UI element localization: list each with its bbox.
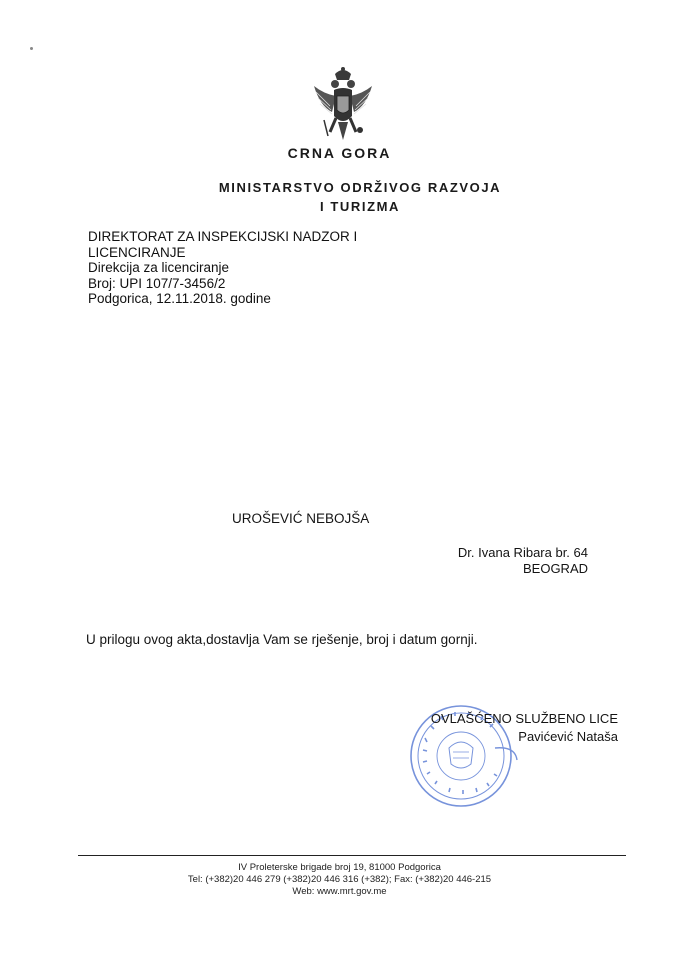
recipient-street: Dr. Ivana Ribara br. 64 (457, 545, 588, 560)
footer (0, 862, 679, 898)
recipient-address (450, 545, 588, 577)
footer-address: IV Proleterske brigade broj 19, 81000 Podgorica (238, 862, 441, 873)
footer-divider (78, 855, 626, 856)
signatory-title: OVLAŠĆENO SLUŽBENO LICE (430, 711, 618, 726)
document-header (88, 229, 357, 307)
ministry-name (190, 178, 530, 216)
signature-block (400, 710, 618, 746)
scan-speck (30, 47, 33, 50)
body-paragraph: U prilogu ovog akta,dostavlja Vam se rješenje, broj i datum gornji. (86, 632, 478, 647)
reference-number: Broj: UPI 107/7-3456/2 (88, 275, 226, 291)
ministry-name-line1: MINISTARSTVO ODRŽIVOG RAZVOJA (218, 180, 502, 195)
directorate-line1: DIREKTORAT ZA INSPEKCIJSKI NADZOR I (88, 229, 358, 244)
directorate-line2: LICENCIRANJE (88, 244, 186, 260)
recipient-name: UROŠEVIĆ NEBOJŠA (232, 511, 370, 526)
recipient-city: BEOGRAD (522, 561, 588, 576)
footer-phone-fax: Tel: (+382)20 446 279 (+382)20 446 316 (+382); Fax: (+382)20 446-215 (187, 874, 492, 885)
directorate-unit: Direkcija za licenciranje (88, 260, 230, 275)
coat-of-arms-icon (310, 66, 376, 144)
country-name: CRNA GORA (287, 145, 392, 161)
signatory-name: Pavićević Nataša (518, 729, 618, 744)
place-and-date: Podgorica, 12.11.2018. godine (88, 291, 271, 306)
ministry-name-line2: I TURIZMA (319, 199, 401, 214)
footer-web: Web: www.mrt.gov.me (292, 886, 387, 897)
